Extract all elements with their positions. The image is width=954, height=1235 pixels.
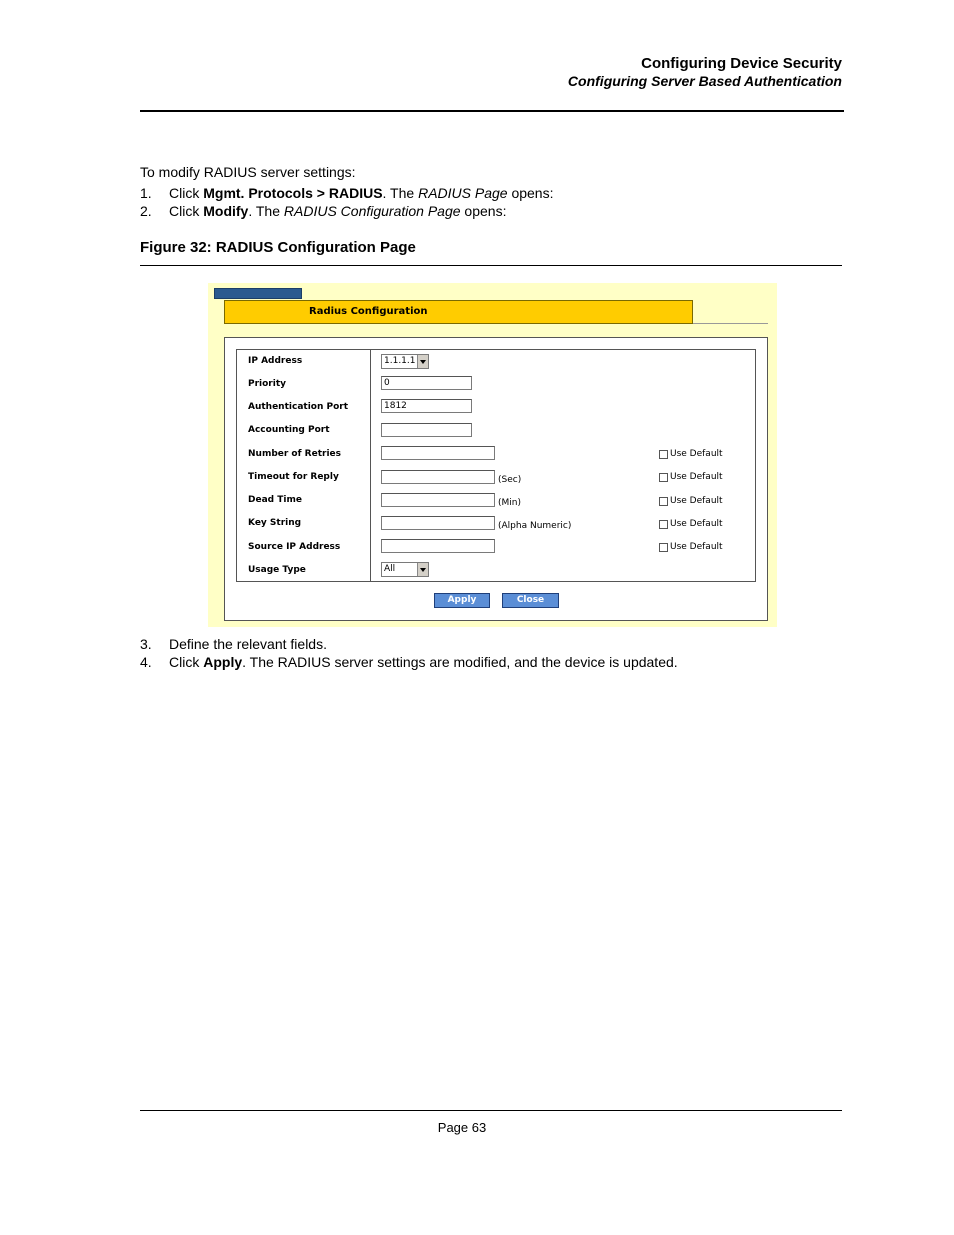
label-number-of-retries: Number of Retries <box>248 449 341 459</box>
usage-type-value: All <box>384 564 396 574</box>
priority-input[interactable]: 0 <box>381 376 472 390</box>
step-text: Define the relevant fields. <box>169 636 327 652</box>
intro-text: To modify RADIUS server settings: <box>140 164 356 180</box>
retries-use-default-label: Use Default <box>670 449 723 459</box>
running-header-title: Configuring Device Security <box>641 55 842 72</box>
number-of-retries-input[interactable] <box>381 446 495 460</box>
ip-address-select[interactable] <box>381 354 429 369</box>
dead-time-unit: (Min) <box>498 498 521 508</box>
accounting-port-input[interactable] <box>381 423 472 437</box>
ip-address-value: 1.1.1.1 <box>384 356 416 366</box>
step-text-bold: Mgmt. Protocols > RADIUS <box>203 185 383 201</box>
timeout-for-reply-input[interactable] <box>381 470 495 484</box>
step-text-plain: Click <box>169 203 204 219</box>
label-priority: Priority <box>248 379 286 389</box>
step-number: 2. <box>140 203 152 219</box>
source-ip-address-input[interactable] <box>381 539 495 553</box>
step-text-italic: RADIUS Page <box>418 185 508 201</box>
authentication-port-input[interactable]: 1812 <box>381 399 472 413</box>
label-dead-time: Dead Time <box>248 495 302 505</box>
timeout-unit: (Sec) <box>498 475 522 485</box>
step-text <box>169 203 506 219</box>
screen-title: Radius Configuration <box>309 306 428 317</box>
label-source-ip-address: Source IP Address <box>248 542 341 552</box>
step-text-bold: Apply <box>203 654 243 670</box>
source-ip-use-default-checkbox[interactable] <box>659 543 668 552</box>
page-number: Page 63 <box>437 1120 487 1135</box>
label-accounting-port: Accounting Port <box>248 425 330 435</box>
timeout-use-default-label: Use Default <box>670 472 723 482</box>
figure-rule <box>140 265 842 266</box>
dead-time-use-default-checkbox[interactable] <box>659 497 668 506</box>
title-underline <box>693 323 768 324</box>
label-key-string: Key String <box>248 518 302 528</box>
label-timeout-for-reply: Timeout for Reply <box>248 472 339 482</box>
chevron-down-icon[interactable] <box>417 355 428 368</box>
step-number: 4. <box>140 654 152 670</box>
dead-time-input[interactable] <box>381 493 495 507</box>
timeout-use-default-checkbox[interactable] <box>659 473 668 482</box>
running-header-subtitle: Configuring Server Based Authentication <box>567 73 842 89</box>
radius-config-screenshot <box>208 283 777 627</box>
step-number: 3. <box>140 636 152 652</box>
step-text-plain: . The <box>382 185 419 201</box>
header-rule <box>140 110 844 112</box>
retries-use-default-checkbox[interactable] <box>659 450 668 459</box>
key-string-use-default-checkbox[interactable] <box>659 520 668 529</box>
step-number: 1. <box>140 185 152 201</box>
column-divider <box>370 349 371 582</box>
dead-time-use-default-label: Use Default <box>670 496 723 506</box>
key-string-use-default-label: Use Default <box>670 519 723 529</box>
label-ip-address: IP Address <box>248 356 303 366</box>
step-text-plain: Click <box>169 654 204 670</box>
step-text-plain: Click <box>169 185 204 201</box>
key-string-unit: (Alpha Numeric) <box>498 521 572 531</box>
figure-caption: Figure 32: RADIUS Configuration Page <box>140 239 416 256</box>
step-text <box>169 185 554 201</box>
usage-type-select[interactable] <box>381 562 429 577</box>
label-authentication-port: Authentication Port <box>248 402 349 412</box>
label-usage-type: Usage Type <box>248 565 306 575</box>
step-text-plain: opens: <box>460 203 507 219</box>
close-button[interactable]: Close <box>502 593 559 608</box>
step-text-plain: opens: <box>507 185 554 201</box>
step-text-plain: . The <box>248 203 284 219</box>
apply-button[interactable]: Apply <box>434 593 490 608</box>
footer-rule <box>140 1110 842 1111</box>
step-text <box>169 654 678 670</box>
step-text-plain: . The RADIUS server settings are modified, and the device is updated. <box>242 654 678 670</box>
key-string-input[interactable] <box>381 516 495 530</box>
step-text-italic: RADIUS Configuration Page <box>283 203 461 219</box>
chevron-down-icon[interactable] <box>417 563 428 576</box>
source-ip-use-default-label: Use Default <box>670 542 723 552</box>
tab-strip <box>214 288 302 299</box>
title-bar <box>224 300 693 324</box>
step-text-bold: Modify <box>203 203 249 219</box>
